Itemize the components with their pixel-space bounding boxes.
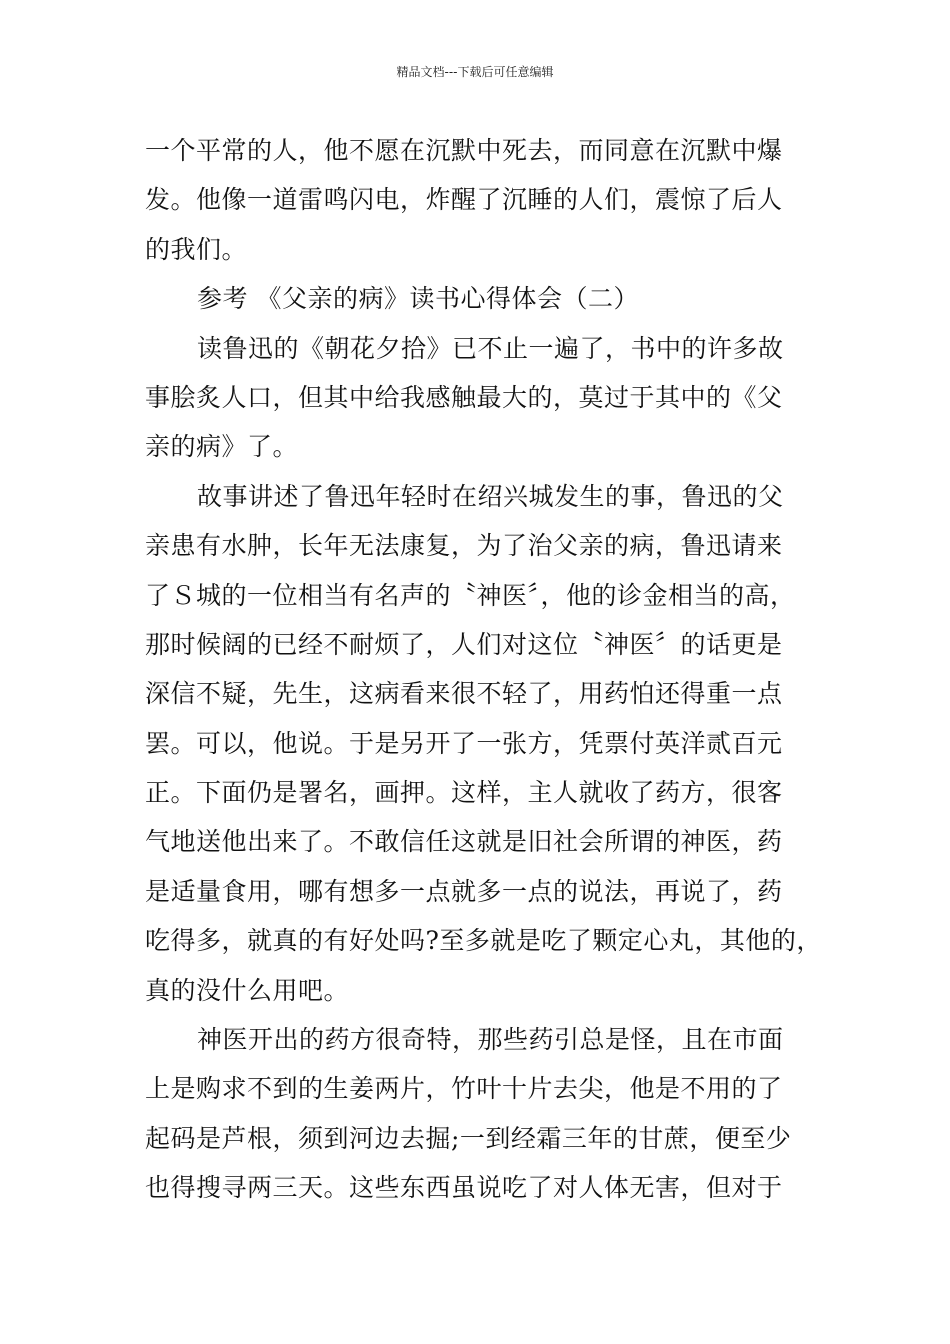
text-line: 亲的病》了。 (145, 432, 299, 462)
text-line: 是适量食用，哪有想多一点就多一点的说法，再说了，药 (145, 876, 783, 906)
text-line: 事脍炙人口，但其中给我感触最大的，莫过于其中的《父 (145, 382, 783, 412)
text-line: 真的没什么用吧。 (145, 975, 350, 1005)
text-line: 一个平常的人，他不愿在沉默中死去，而同意在沉默中爆 (145, 136, 783, 165)
text-line: 吃得多，就真的有好处吗?至多就是吃了颗定心丸，其他的， (145, 926, 822, 956)
text-line: 了Ｓ城的一位相当有名声的〝神医〞，他的诊金相当的高， (145, 580, 796, 610)
page-header: 精品文档---下载后可任意编辑 (396, 65, 554, 79)
text-line: 参考 《父亲的病》读书心得体会（二） (197, 284, 639, 314)
text-line: 读鲁迅的《朝花夕拾》已不止一遍了，书中的许多故 (197, 333, 784, 363)
text-line: 故事讲述了鲁迅年轻时在绍兴城发生的事，鲁迅的父 (197, 481, 784, 511)
document-body (145, 126, 825, 1213)
text-line: 亲患有水肿，长年无法康复，为了治父亲的病，鲁迅请来 (145, 531, 783, 561)
text-line: 神医开出的药方很奇特，那些药引总是怪，且在市面 (197, 1025, 784, 1055)
text-line: 也得搜寻两三天。这些东西虽说吃了对人体无害，但对于 (145, 1173, 783, 1203)
text-line: 上是购求不到的生姜两片，竹叶十片去尖，他是不用的了 (145, 1074, 783, 1104)
text-line: 的我们。 (145, 234, 248, 264)
text-line: 气地送他出来了。不敢信任这就是旧社会所谓的神医，药 (145, 827, 783, 857)
text-line: 起码是芦根，须到河边去掘;一到经霜三年的甘蔗，便至少 (145, 1123, 792, 1153)
text-line: 发。他像一道雷鸣闪电，炸醒了沉睡的人们，震惊了后人 (145, 185, 783, 215)
text-line: 深信不疑，先生，这病看来很不轻了，用药怕还得重一点 (145, 679, 783, 709)
text-line: 正。下面仍是署名，画押。这样，主人就收了药方，很客 (145, 778, 783, 808)
text-line: 那时候阔的已经不耐烦了，人们对这位〝神医〞的话更是 (145, 629, 783, 659)
text-line: 罢。可以，他说。于是另开了一张方，凭票付英洋贰百元 (145, 728, 783, 758)
